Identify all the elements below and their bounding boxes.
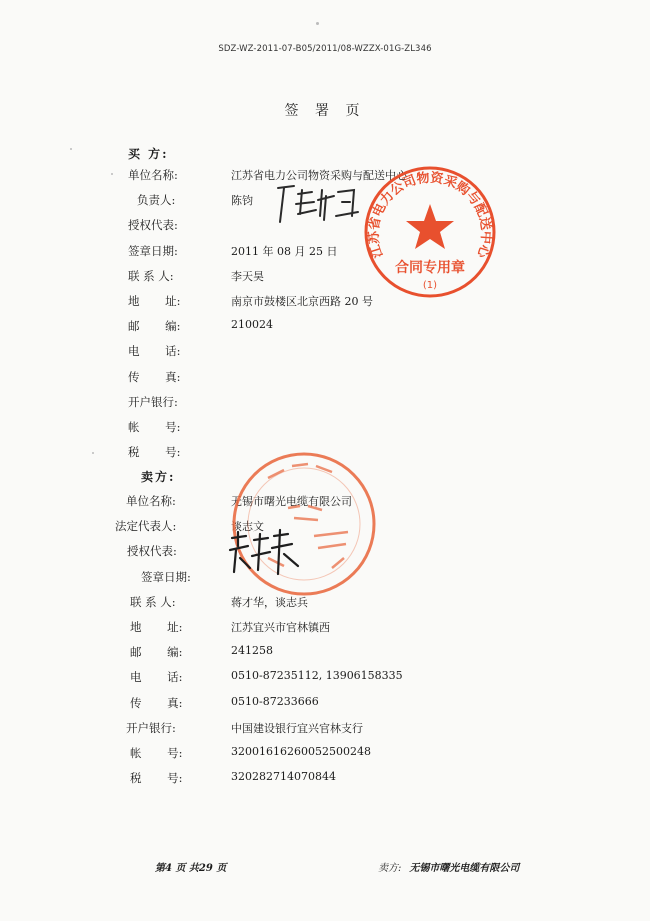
seller-field-label: 法定代表人: [115,519,177,534]
seller-field-label: 单位名称: [126,494,176,508]
buyer-field-label: 单位名称: [128,168,178,182]
buyer-field-value: 李天昊 [231,269,264,283]
buyer-row [0,243,650,261]
buyer-field-label: 税 号: [128,445,181,460]
seal-subtitle: 合同专用章 [395,260,465,276]
buyer-contract-seal [360,162,500,302]
footer-seller-name: 无锡市曙光电缆有限公司 [409,863,520,874]
seller-field-label: 地 址: [130,620,183,634]
seller-field-value: 蒋才华，谈志兵 [231,595,308,609]
seller-row [0,695,650,713]
seller-field-label: 联 系 人: [130,594,176,609]
buyer-row [0,318,650,336]
seller-field-label: 授权代表: [127,544,177,559]
seller-field-label: 帐 号: [130,746,183,760]
seal-number: (1) [422,280,438,291]
buyer-field-label: 帐 号: [128,420,181,434]
seller-field-value: 0510-87235112, 13906158335 [231,669,403,683]
buyer-field-value: 2011 年 08 月 25 日 [231,244,338,258]
buyer-field-value: 陈钧 [231,194,253,208]
buyer-field-label: 传 真: [128,369,181,384]
seller-field-label: 电 话: [130,670,183,685]
buyer-field-label: 联 系 人: [128,268,174,283]
seller-field-label: 开户银行: [126,720,176,735]
seller-field-value: 0510-87233666 [231,694,319,708]
seller-field-label: 签章日期: [141,569,191,584]
seal-text: 江苏省电力公司物资采购与配送中心 [366,170,494,260]
seller-field-label: 邮 编: [130,645,183,660]
seller-row [0,619,650,637]
buyer-field-label: 负责人: [137,193,176,208]
seller-field-value: 江苏宜兴市官林镇西 [231,621,330,634]
buyer-row [0,293,650,311]
scan-speck [70,148,72,150]
buyer-row [0,268,650,286]
seller-row [0,720,650,738]
seller-field-label: 税 号: [130,771,183,786]
buyer-field-label: 电 话: [128,344,181,359]
buyer-field-value: 南京市鼓楼区北京西路 20 号 [231,295,373,308]
buyer-field-value: 210024 [231,318,273,332]
buyer-field-label: 开户银行: [128,394,178,409]
document-code: SDZ-WZ-2011-07-B05/2011/08-WZZX-01G-ZL346 [218,44,432,54]
seller-field-value: 无锡市曙光电缆有限公司 [231,495,352,508]
seller-signature [228,526,308,578]
seller-heading: 卖方: [141,470,176,484]
seller-field-value: 241258 [231,644,273,658]
scan-speck [316,22,319,25]
seller-row [0,770,650,788]
footer-seller-label: 卖方: [378,863,402,874]
buyer-row [0,369,650,387]
buyer-field-label: 地 址: [128,294,181,308]
buyer-row [0,419,650,437]
buyer-field-label: 签章日期: [128,243,178,258]
footer-seller [378,859,519,874]
buyer-heading: 买 方: [128,147,169,161]
seller-row [0,644,650,662]
page-title: 签 署 页 [284,103,366,119]
buyer-field-label: 授权代表: [128,218,178,233]
buyer-row [0,343,650,361]
buyer-field-value: 江苏省电力公司物资采购与配送中心 [231,169,407,182]
seller-row [0,669,650,687]
buyer-row [0,394,650,412]
seller-field-value: 32001616260052500248 [231,745,371,758]
seller-field-value: 320282714070844 [231,770,336,784]
seller-field-value: 中国建设银行宜兴官林支行 [231,721,363,735]
seller-field-label: 传 真: [130,695,183,710]
page-counter: 第4 页 共29 页 [155,863,227,874]
seller-row [0,745,650,763]
buyer-field-label: 邮 编: [128,319,181,334]
seller-field-value: 谈志文 [231,520,264,534]
buyer-signature [272,180,372,230]
